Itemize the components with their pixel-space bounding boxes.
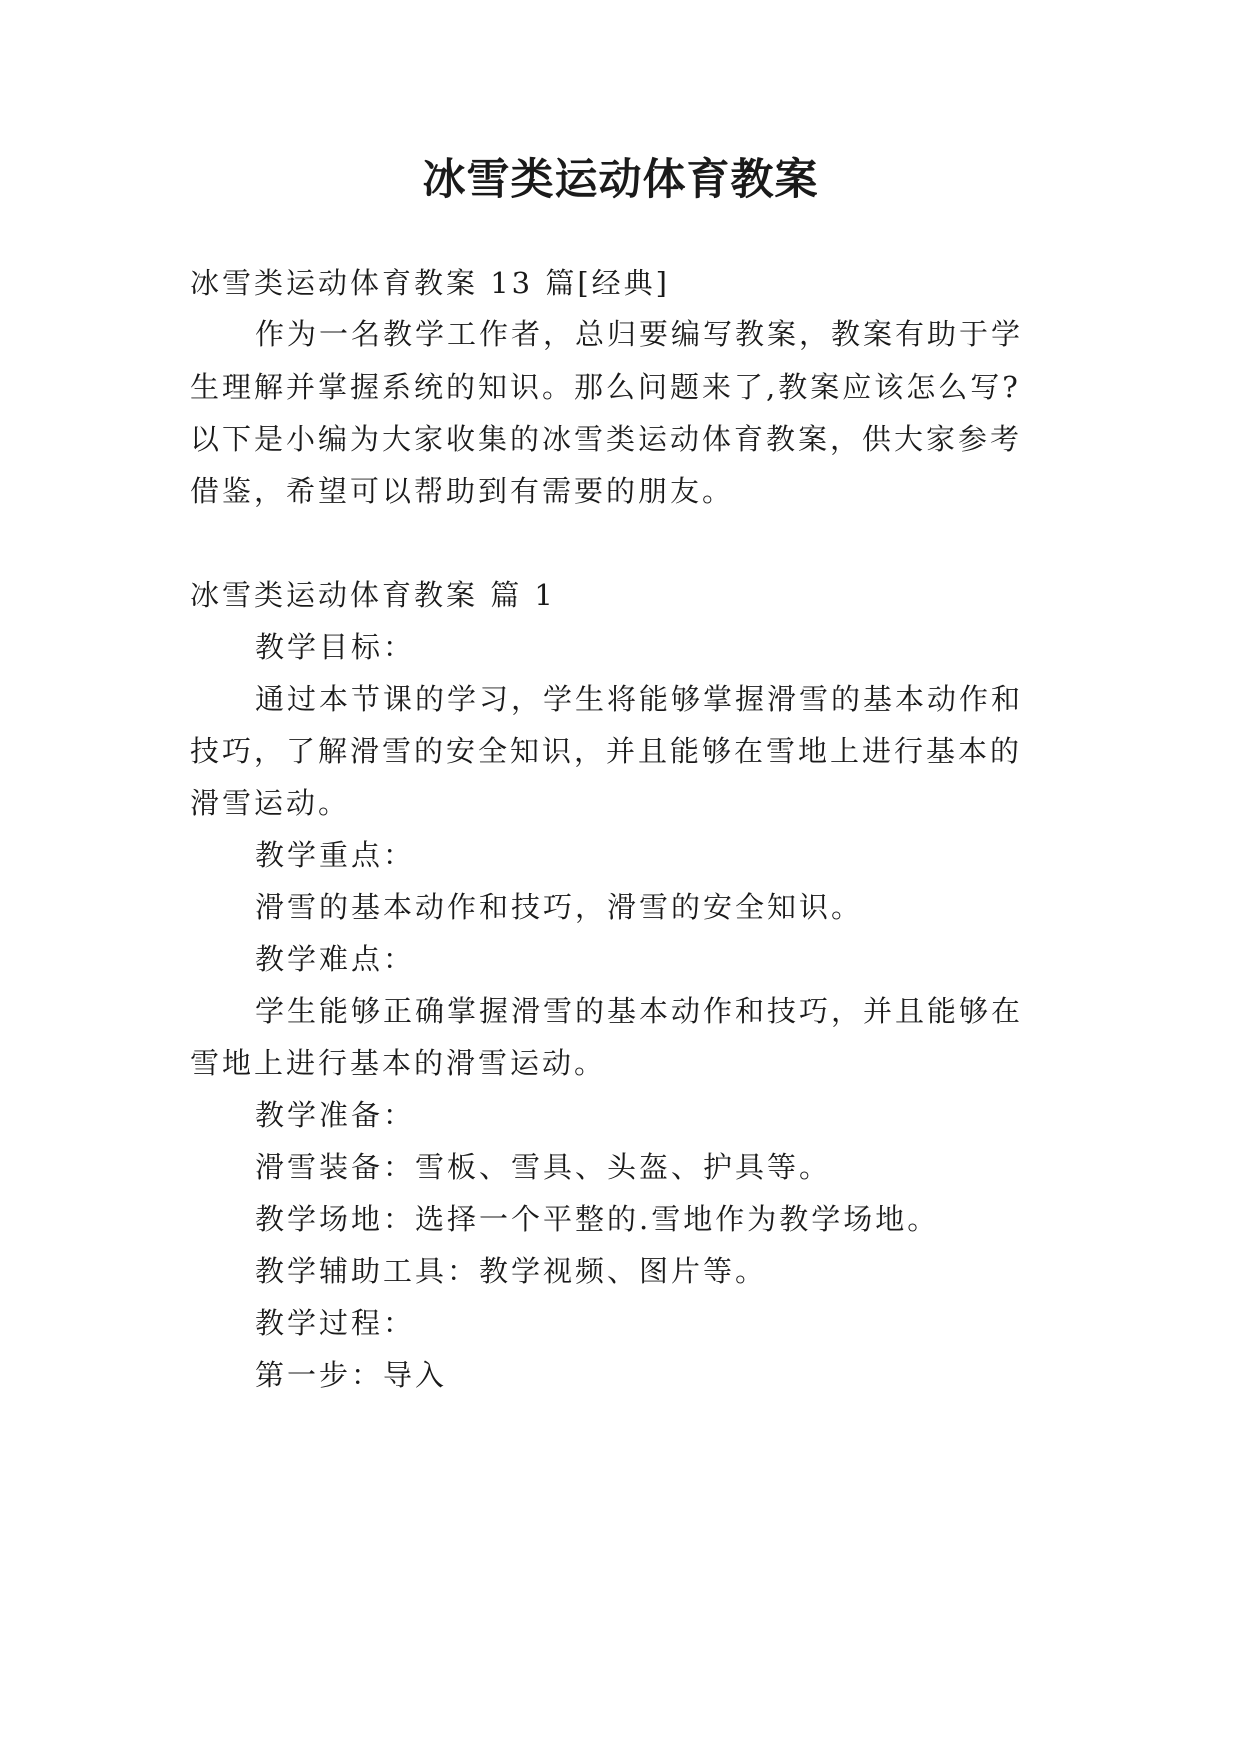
body-line: 滑雪装备：雪板、雪具、头盔、护具等。 — [255, 1150, 832, 1184]
body-line: 滑雪的基本动作和技巧，滑雪的安全知识。 — [255, 890, 864, 924]
body-line: 教学重点： — [255, 838, 416, 872]
body-line: 滑雪运动。 — [190, 786, 351, 820]
intro-line: 生理解并掌握系统的知识。那么问题来了,教案应该怎么写? — [190, 370, 1021, 404]
body-line: 教学准备： — [255, 1098, 416, 1132]
body-line: 教学场地：选择一个平整的.雪地作为教学场地。 — [255, 1202, 940, 1236]
document-subtitle: 冰雪类运动体育教案 13 篇[经典] — [190, 266, 670, 300]
body-line: 教学难点： — [255, 942, 416, 976]
intro-line: 作为一名教学工作者，总归要编写教案，教案有助于学 — [255, 317, 1024, 351]
body-line: 通过本节课的学习，学生将能够掌握滑雪的基本动作和 — [255, 682, 1024, 716]
body-line: 学生能够正确掌握滑雪的基本动作和技巧，并且能够在 — [255, 994, 1024, 1028]
body-line: 第一步：导入 — [255, 1358, 448, 1392]
body-line: 教学辅助工具：教学视频、图片等。 — [255, 1254, 768, 1288]
intro-line: 以下是小编为大家收集的冰雪类运动体育教案，供大家参考 — [190, 422, 1023, 456]
body-line: 技巧，了解滑雪的安全知识，并且能够在雪地上进行基本的 — [190, 734, 1023, 768]
document-title: 冰雪类运动体育教案 — [422, 155, 819, 205]
section-heading: 冰雪类运动体育教案 篇 1 — [190, 578, 556, 612]
body-line: 教学过程： — [255, 1306, 416, 1340]
body-line: 雪地上进行基本的滑雪运动。 — [190, 1046, 607, 1080]
intro-line: 借鉴，希望可以帮助到有需要的朋友。 — [190, 474, 735, 508]
body-line: 教学目标： — [255, 630, 416, 664]
